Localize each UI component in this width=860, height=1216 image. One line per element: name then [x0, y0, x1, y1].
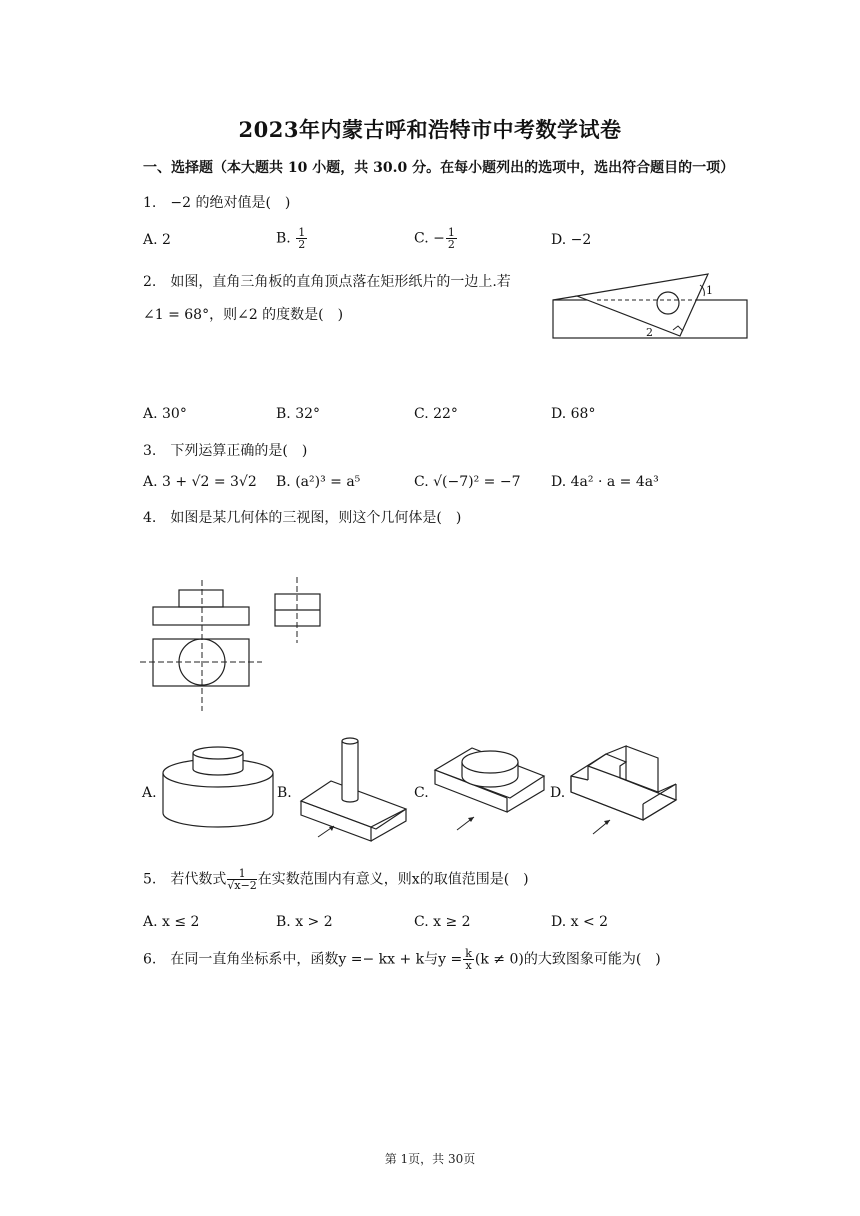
q2-option-b: B. 32°	[276, 406, 321, 422]
angle-1-label: 1	[706, 284, 713, 297]
q3-option-d: D. 4a² · a = 4a³	[551, 474, 659, 490]
q1-option-a: A. 2	[143, 232, 171, 248]
q6-stem: 6. 在同一直角坐标系中，函数y =− kx + k与y = $\frac{k}{x}$ (k ≠ 0)的大致图象可能为( )	[143, 947, 661, 972]
q3-stem: 3. 下列运算正确的是( )	[143, 443, 308, 459]
q4-option-d: D.	[550, 785, 566, 801]
q3-option-c: C. √(−7)² = −7	[414, 474, 521, 490]
q5-option-c: C. x ≥ 2	[414, 914, 471, 930]
q5-stem: 5. 若代数式 $\frac{1}{√x-2}$ 在实数范围内有意义，则x的取值范围是( )	[143, 867, 529, 892]
q2-option-c: C. 22°	[414, 406, 458, 422]
q4-option-a: A.	[142, 785, 157, 801]
page-title: 2023年内蒙古呼和浩特市中考数学试卷	[238, 117, 622, 142]
q2-option-a: A. 30°	[143, 406, 187, 422]
q2-option-d: D. 68°	[551, 406, 596, 422]
q4-option-c-block-disc-figure	[432, 740, 548, 840]
q3-option-a: A. 3 + √2 = 3√2	[143, 474, 257, 490]
q5-option-d: D. x < 2	[551, 914, 609, 930]
q2-stem-line1: 2. 如图，直角三角板的直角顶点落在矩形纸片的一边上.若	[143, 274, 511, 290]
q4-three-view-figure	[138, 575, 328, 715]
q4-option-c: C.	[414, 785, 429, 801]
q1-option-d: D. −2	[551, 232, 592, 248]
q4-stem: 4. 如图是某几何体的三视图，则这个几何体是( )	[143, 510, 462, 526]
section-heading: 一、选择题（本大题共 10 小题，共 30.0 分。在每小题列出的选项中，选出符合题目的一项）	[143, 160, 735, 176]
angle-2-label: 2	[646, 326, 653, 339]
q1-stem: 1. −2 的绝对值是( )	[143, 195, 291, 211]
q3-option-b: B. (a²)³ = a⁵	[276, 474, 361, 490]
q1-option-b: B. $\frac{1}{2}$	[276, 226, 306, 251]
q2-triangle-rectangle-figure	[552, 272, 750, 344]
q4-option-b-block-pillar-figure	[296, 733, 412, 845]
q5-option-a: A. x ≤ 2	[143, 914, 200, 930]
q4-option-a-cylinders-figure	[160, 743, 276, 835]
q5-option-b: B. x > 2	[276, 914, 333, 930]
q1-option-c: C. − $\frac{1}{2}$	[414, 226, 455, 251]
q4-option-b: B.	[277, 785, 292, 801]
page-footer: 第 1页，共 30页	[384, 1152, 476, 1166]
q2-stem-line2: ∠1 = 68°，则∠2 的度数是( )	[143, 307, 344, 323]
q4-option-d-stepped-block-figure	[568, 740, 684, 840]
